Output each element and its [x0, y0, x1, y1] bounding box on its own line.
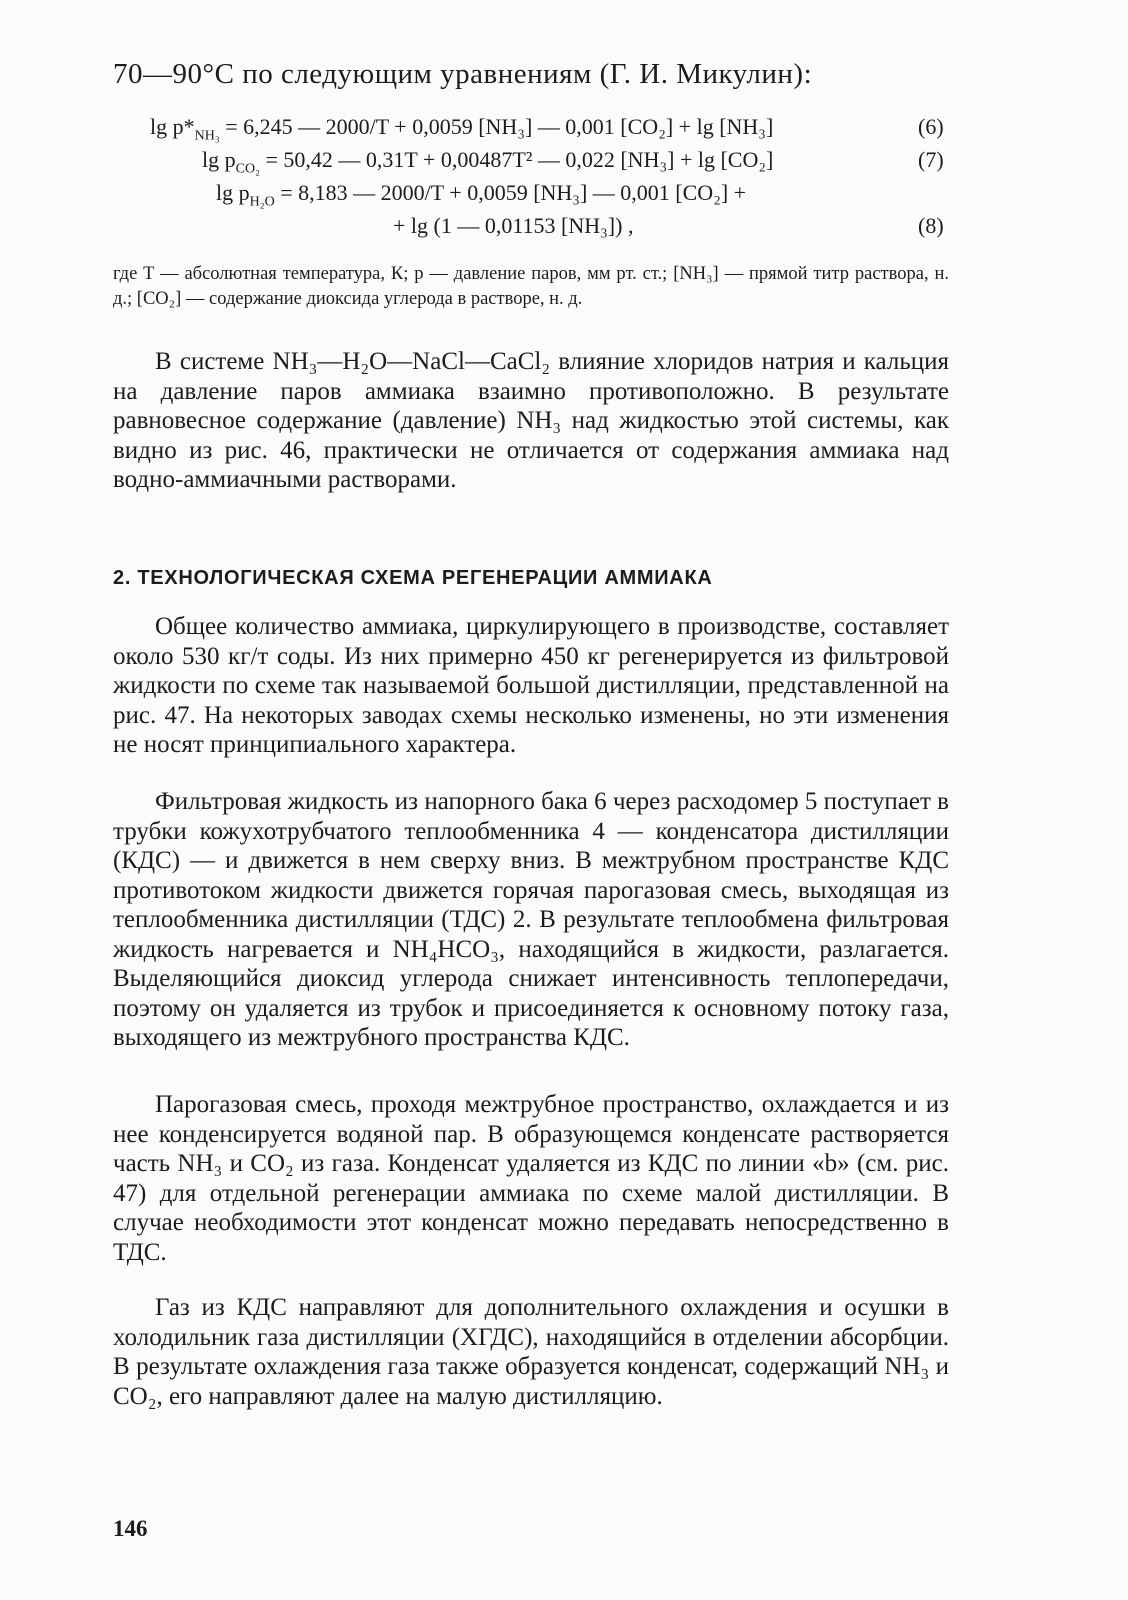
variables-note: где T — абсолютная температура, К; p — давление паров, мм рт. ст.; [NH₃] — прямой титр раствора, н. д.; [CO₂] — содержание диоксида углерода в растворе, н. д.	[113, 264, 949, 309]
equation-6	[150, 114, 773, 144]
equation-label: lg p*	[150, 114, 195, 139]
equation-label: lg p	[216, 180, 250, 205]
equation-number-6: (6)	[918, 114, 944, 139]
equation-8-line-2	[393, 213, 633, 239]
paragraph: Газ из КДС направляют для дополнительного охлаждения и осушки в холодильник газа дистилляции (ХГДС), находящийся в отделении абсорбции. В результате охлаждения газа также образуется конденсат, содержащий NH₃ и CO₂, его направляют далее на малую дистилляцию.	[113, 1294, 949, 1410]
equation-label: lg p	[202, 147, 236, 172]
section-heading: 2. ТЕХНОЛОГИЧЕСКАЯ СХЕМА РЕГЕНЕРАЦИИ АММИАКА	[113, 567, 713, 589]
paragraph: Парогазовая смесь, проходя межтрубное пространство, охлаждается и из нее конденсируется водяной пар. В образующемся конденсате растворяется часть NH₃ и CO₂ из газа. Конденсат удаляется из КДС по линии «b» (см. рис. 47) для отдельной регенерации аммиака по схеме малой дистилляции. В случае необходимости этот конденсат можно передавать непосредственно в ТДС.	[113, 1091, 949, 1266]
equation-expression: = 8,183 — 2000/T + 0,0059 [NH₃] — 0,001 [CO₂] +	[280, 180, 747, 205]
equation-subscript: NH₃	[194, 128, 220, 144]
equation-8-line-1	[216, 180, 746, 210]
equation-subscript: H₂O	[249, 194, 275, 210]
paragraph: Общее количество аммиака, циркулирующего в производстве, составляет около 530 кг/т соды. Из них примерно 450 кг регенерируется из фильтровой жидкости по схеме так называемой большой дистилляции, представленной на рис. 47. На некоторых заводах схемы несколько изменены, но эти изменения не носят принципиального характера.	[113, 613, 949, 758]
paragraph: Фильтровая жидкость из напорного бака 6 через расходомер 5 поступает в трубки кожухотрубчатого теплообменника 4 — конденсатора дистилляции (КДС) — и движется в нем сверху вниз. В межтрубном пространстве КДС противотоком жидкости движется горячая парогазовая смесь, выходящая из теплообменника дистилляции (ТДС) 2. В результате теплообмена фильтровая жидкость нагревается и NH₄HCO₃, находящийся в жидкости, разлагается. Выделяющийся диоксид углерода снижает интенсивность теплопередачи, поэтому он удаляется из трубок и присоединяется к основному потоку газа, выходящего из межтрубного пространства КДС.	[113, 788, 949, 1051]
equation-expression: = 50,42 — 0,31T + 0,00487T² — 0,022 [NH₃] + lg [CO₂]	[265, 147, 774, 172]
equation-expression: + lg (1 — 0,01153 [NH₃]) ,	[393, 213, 634, 238]
page-number: 146	[113, 1516, 148, 1541]
equation-expression: = 6,245 — 2000/T + 0,0059 [NH₃] — 0,001 [CO₂] + lg [NH₃]	[225, 114, 774, 139]
equation-number-7: (7)	[918, 147, 944, 172]
equation-7	[202, 147, 773, 177]
equation-number-8: (8)	[918, 213, 944, 238]
equation-subscript: CO₂	[235, 161, 260, 177]
intro-line: 70—90°C по следующим уравнениям (Г. И. Микулин):	[113, 58, 813, 90]
paragraph: В системе NH₃—H₂O—NaCl—CaCl₂ влияние хлоридов натрия и кальция на давление паров аммиака взаимно противоположно. В результате равновесное содержание (давление) NH₃ над жидкостью этой системы, как видно из рис. 46, практически не отличается от содержания аммиака над водно-аммиачными растворами.	[113, 348, 949, 493]
